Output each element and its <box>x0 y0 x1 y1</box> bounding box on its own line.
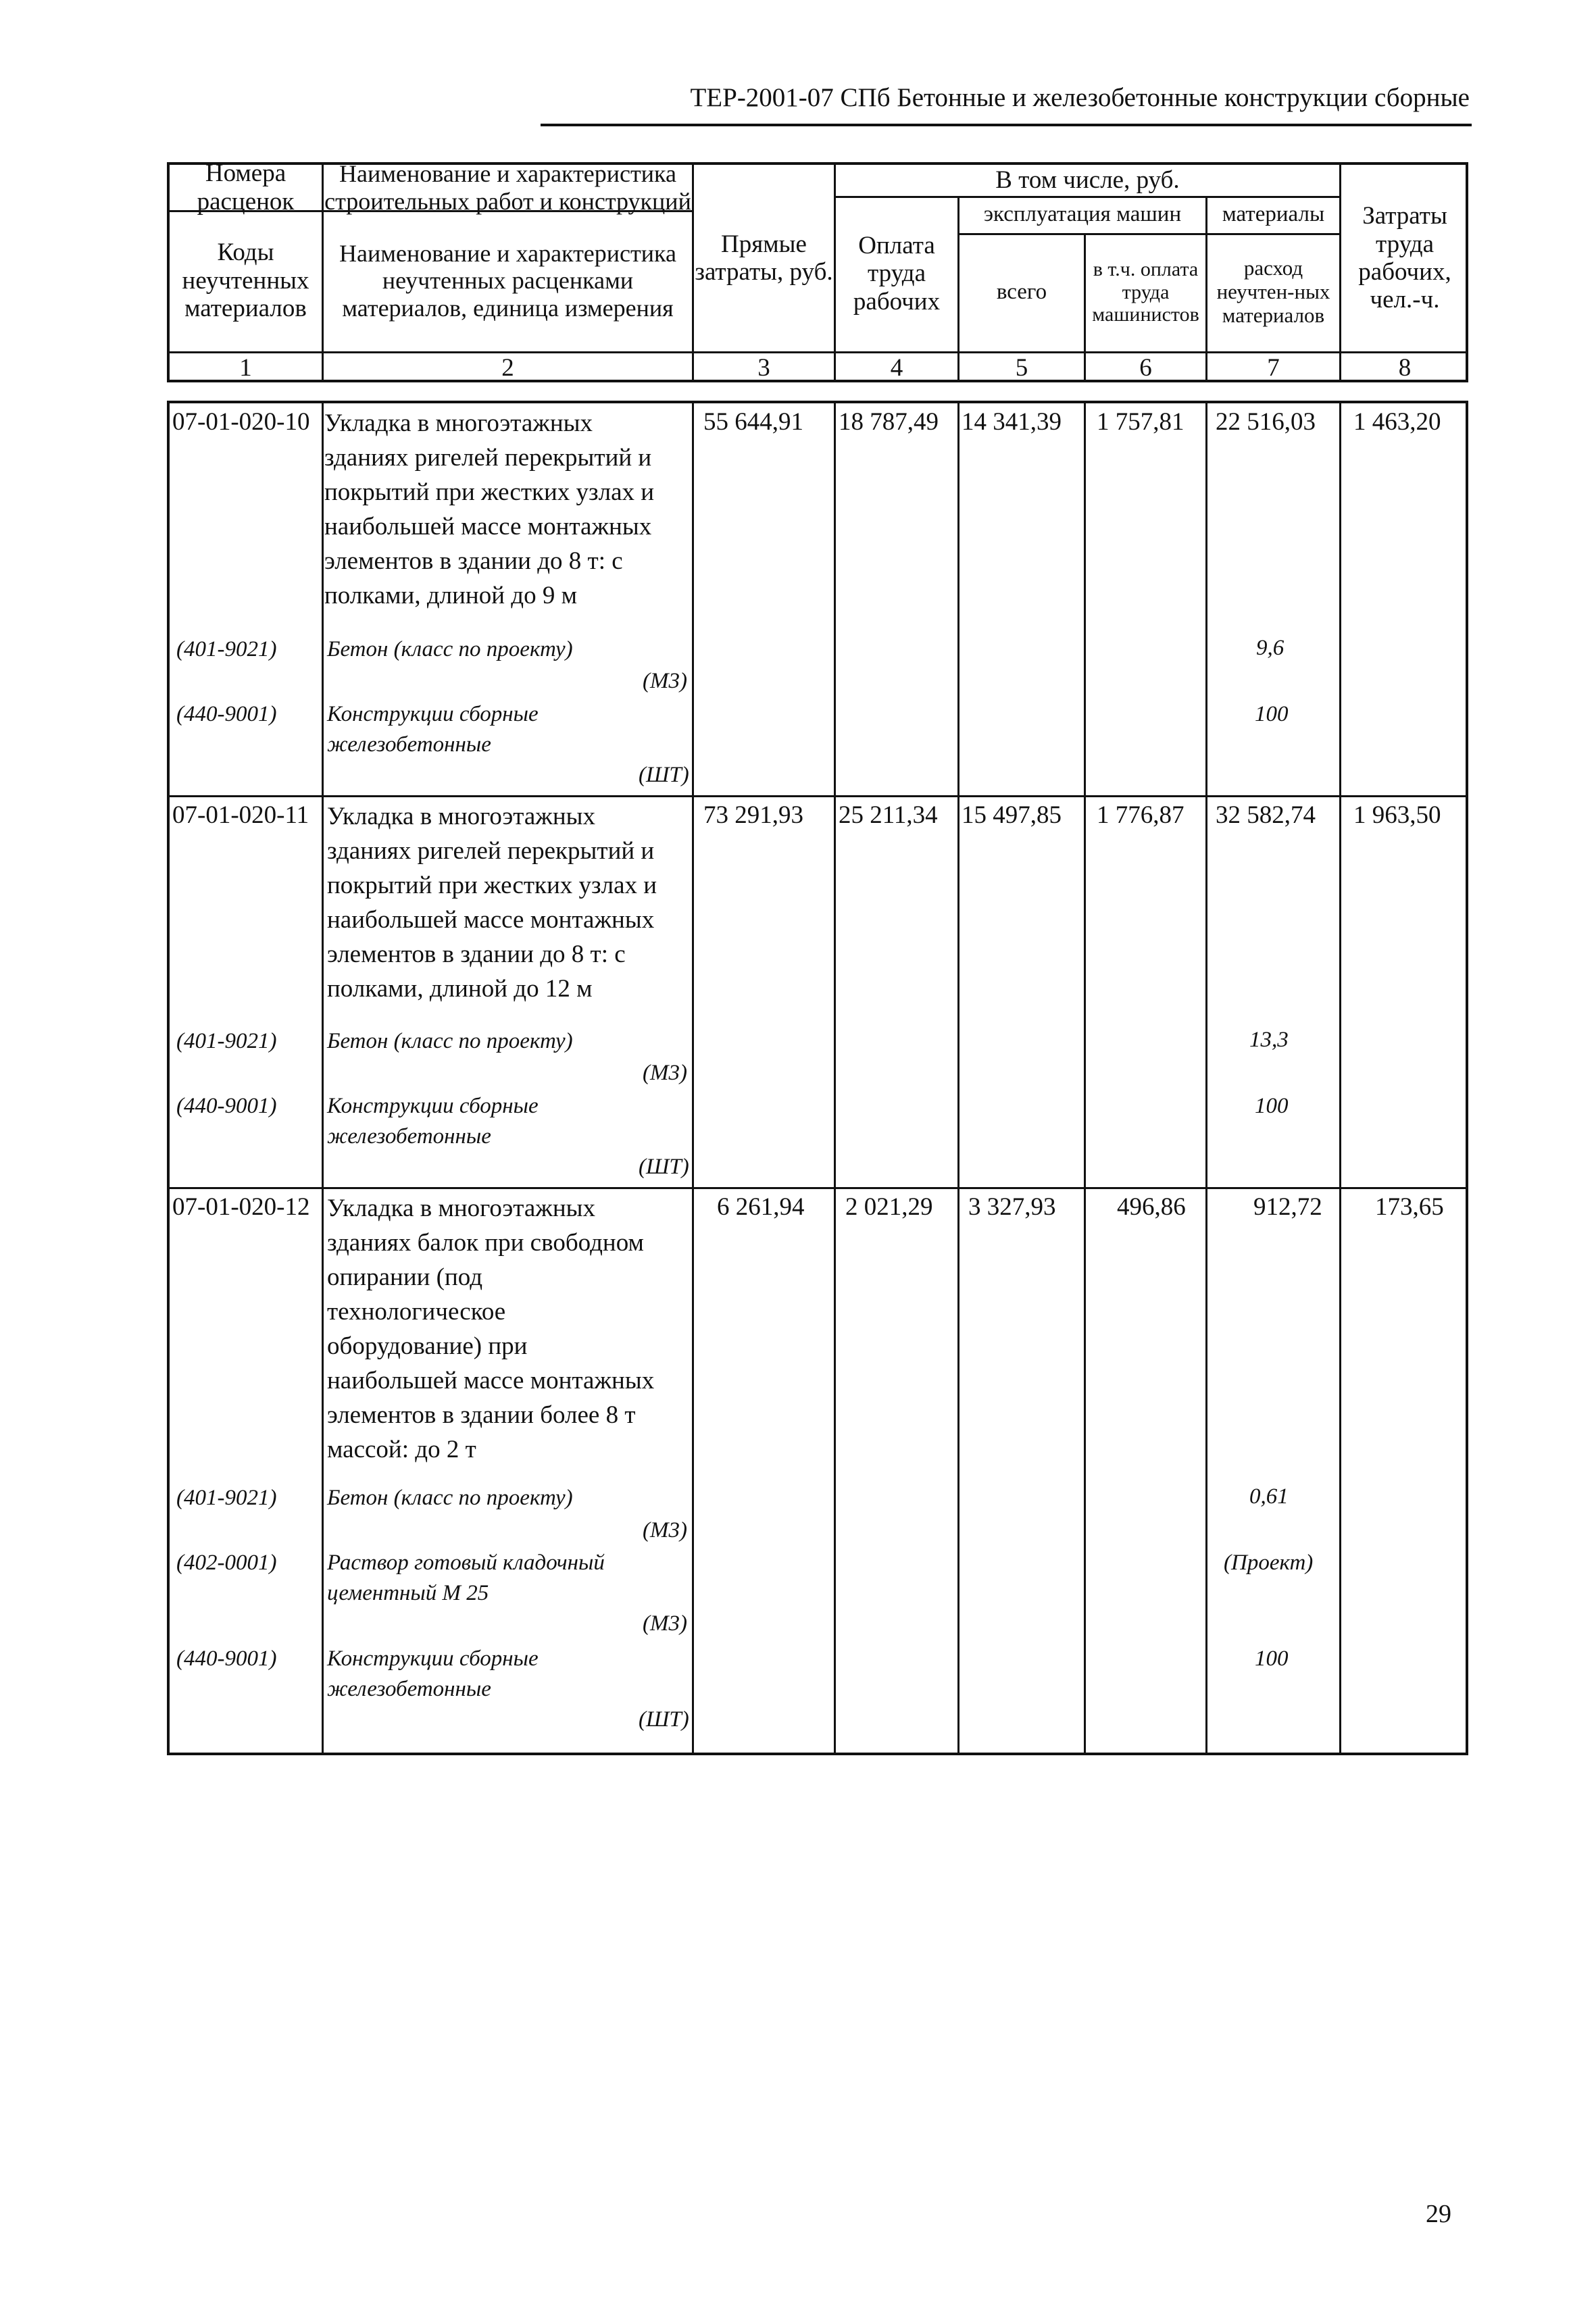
work-description: Укладка в многоэтажных зданиях балок при свободном опирании (под технологическое оборудование) при наибольшей массе монтажных элементов в здании более 8 т массой: до 2 т <box>327 1194 655 1463</box>
machines-total: 15 497,85 <box>962 801 1062 829</box>
direct-costs: 73 291,93 <box>703 801 803 829</box>
material-unit: (ШТ) <box>639 1155 689 1179</box>
operators-pay: 496,86 <box>1117 1193 1186 1221</box>
header-machines: эксплуатация машин <box>983 202 1182 227</box>
material-quantity: 9,6 <box>1256 636 1285 660</box>
direct-costs: 6 261,94 <box>717 1193 805 1221</box>
header-machines-total: всего <box>996 280 1047 305</box>
column-number: 2 <box>501 353 514 382</box>
material-unit: (М3) <box>643 1518 687 1542</box>
direct-costs: 55 644,91 <box>703 408 803 436</box>
operators-pay: 1 757,81 <box>1097 408 1184 436</box>
operators-pay: 1 776,87 <box>1097 801 1184 829</box>
material-code: (402-0001) <box>176 1551 277 1575</box>
material-name: Бетон (класс по проекту) <box>327 1029 573 1053</box>
material-name: Раствор готовый кладочный цементный М 25 <box>327 1551 605 1605</box>
material-name: Бетон (класс по проекту) <box>327 1486 573 1510</box>
labor-hours: 173,65 <box>1375 1193 1444 1221</box>
labor-pay: 2 021,29 <box>845 1193 933 1221</box>
header-unaccounted-materials: расход неучтен-ных материалов <box>1216 256 1330 327</box>
column-number: 6 <box>1139 353 1152 382</box>
column-number: 7 <box>1267 353 1280 382</box>
labor-hours: 1 963,50 <box>1353 801 1441 829</box>
rate-code: 07-01-020-12 <box>172 1193 310 1221</box>
material-unit: (М3) <box>643 669 687 693</box>
header-work-name: Наименование и характеристика строительных работ и конструкций <box>324 160 691 215</box>
machines-total: 3 327,93 <box>968 1193 1056 1221</box>
rates-table <box>167 401 1468 1755</box>
material-quantity: 100 <box>1255 1646 1289 1671</box>
header-labor-hours: Затраты труда рабочих, чел.-ч. <box>1358 202 1451 314</box>
header-direct-costs: Прямые затраты, руб. <box>695 230 833 286</box>
header-material-name: Наименование и характеристика неучтенных расценками материалов, единица измерения <box>339 240 676 322</box>
labor-hours: 1 463,20 <box>1353 408 1441 436</box>
material-quantity: 0,61 <box>1249 1484 1289 1509</box>
header-materials: материалы <box>1222 202 1325 227</box>
material-name: Конструкции сборные железобетонные <box>327 1646 539 1701</box>
material-unit: (М3) <box>643 1061 687 1085</box>
material-code: (401-9021) <box>176 1029 277 1053</box>
material-code: (401-9021) <box>176 1486 277 1510</box>
material-quantity: (Проект) <box>1224 1551 1314 1575</box>
column-header-table <box>167 159 1468 382</box>
material-code: (440-9001) <box>176 1646 277 1671</box>
material-name: Бетон (класс по проекту) <box>327 637 573 661</box>
header-labor-pay: Оплата труда рабочих <box>853 231 941 316</box>
machines-total: 14 341,39 <box>962 408 1062 436</box>
material-code: (440-9001) <box>176 702 277 726</box>
material-unit: (ШТ) <box>639 1707 689 1732</box>
material-quantity: 100 <box>1255 1094 1289 1118</box>
rate-code: 07-01-020-10 <box>172 408 310 436</box>
work-description: Укладка в многоэтажных зданиях ригелей перекрытий и покрытий при жестких узлах и наибольшей массе монтажных элементов в здании до 8 т: с полками, длиной до 12 м <box>327 803 657 1003</box>
material-unit: (М3) <box>643 1611 687 1636</box>
materials-cost: 32 582,74 <box>1216 801 1316 829</box>
work-description: Укладка в многоэтажных зданиях ригелей перекрытий и покрытий при жестких узлах и наибольшей массе монтажных элементов в здании до 8 т: с полками, длиной до 9 м <box>324 409 655 609</box>
material-quantity: 13,3 <box>1249 1028 1289 1052</box>
material-name: Конструкции сборные железобетонные <box>327 1094 539 1149</box>
materials-cost: 22 516,03 <box>1216 408 1316 436</box>
column-number: 5 <box>1015 353 1028 382</box>
header-group: В том числе, руб. <box>995 166 1180 195</box>
labor-pay: 25 211,34 <box>839 801 938 829</box>
column-number: 4 <box>890 353 903 382</box>
column-number: 1 <box>239 353 252 382</box>
material-name: Конструкции сборные железобетонные <box>327 702 539 757</box>
header-operators-pay: в т.ч. оплата труда машинистов <box>1092 258 1199 326</box>
page-number: 29 <box>1426 2200 1451 2228</box>
labor-pay: 18 787,49 <box>839 408 939 436</box>
material-code: (440-9001) <box>176 1094 277 1118</box>
rate-code: 07-01-020-11 <box>172 801 309 829</box>
material-unit: (ШТ) <box>639 763 689 787</box>
document-title: ТЕР-2001-07 СПб Бетонные и железобетонные конструкции сборные <box>690 83 1470 112</box>
column-number: 8 <box>1398 353 1412 382</box>
header-rule <box>541 124 1472 126</box>
header-material-codes: Коды неучтенных материалов <box>182 238 309 323</box>
material-code: (401-9021) <box>176 637 277 661</box>
material-quantity: 100 <box>1255 702 1289 726</box>
column-number: 3 <box>757 353 770 382</box>
header-codes: Номера расценок <box>197 159 295 216</box>
materials-cost: 912,72 <box>1253 1193 1322 1221</box>
